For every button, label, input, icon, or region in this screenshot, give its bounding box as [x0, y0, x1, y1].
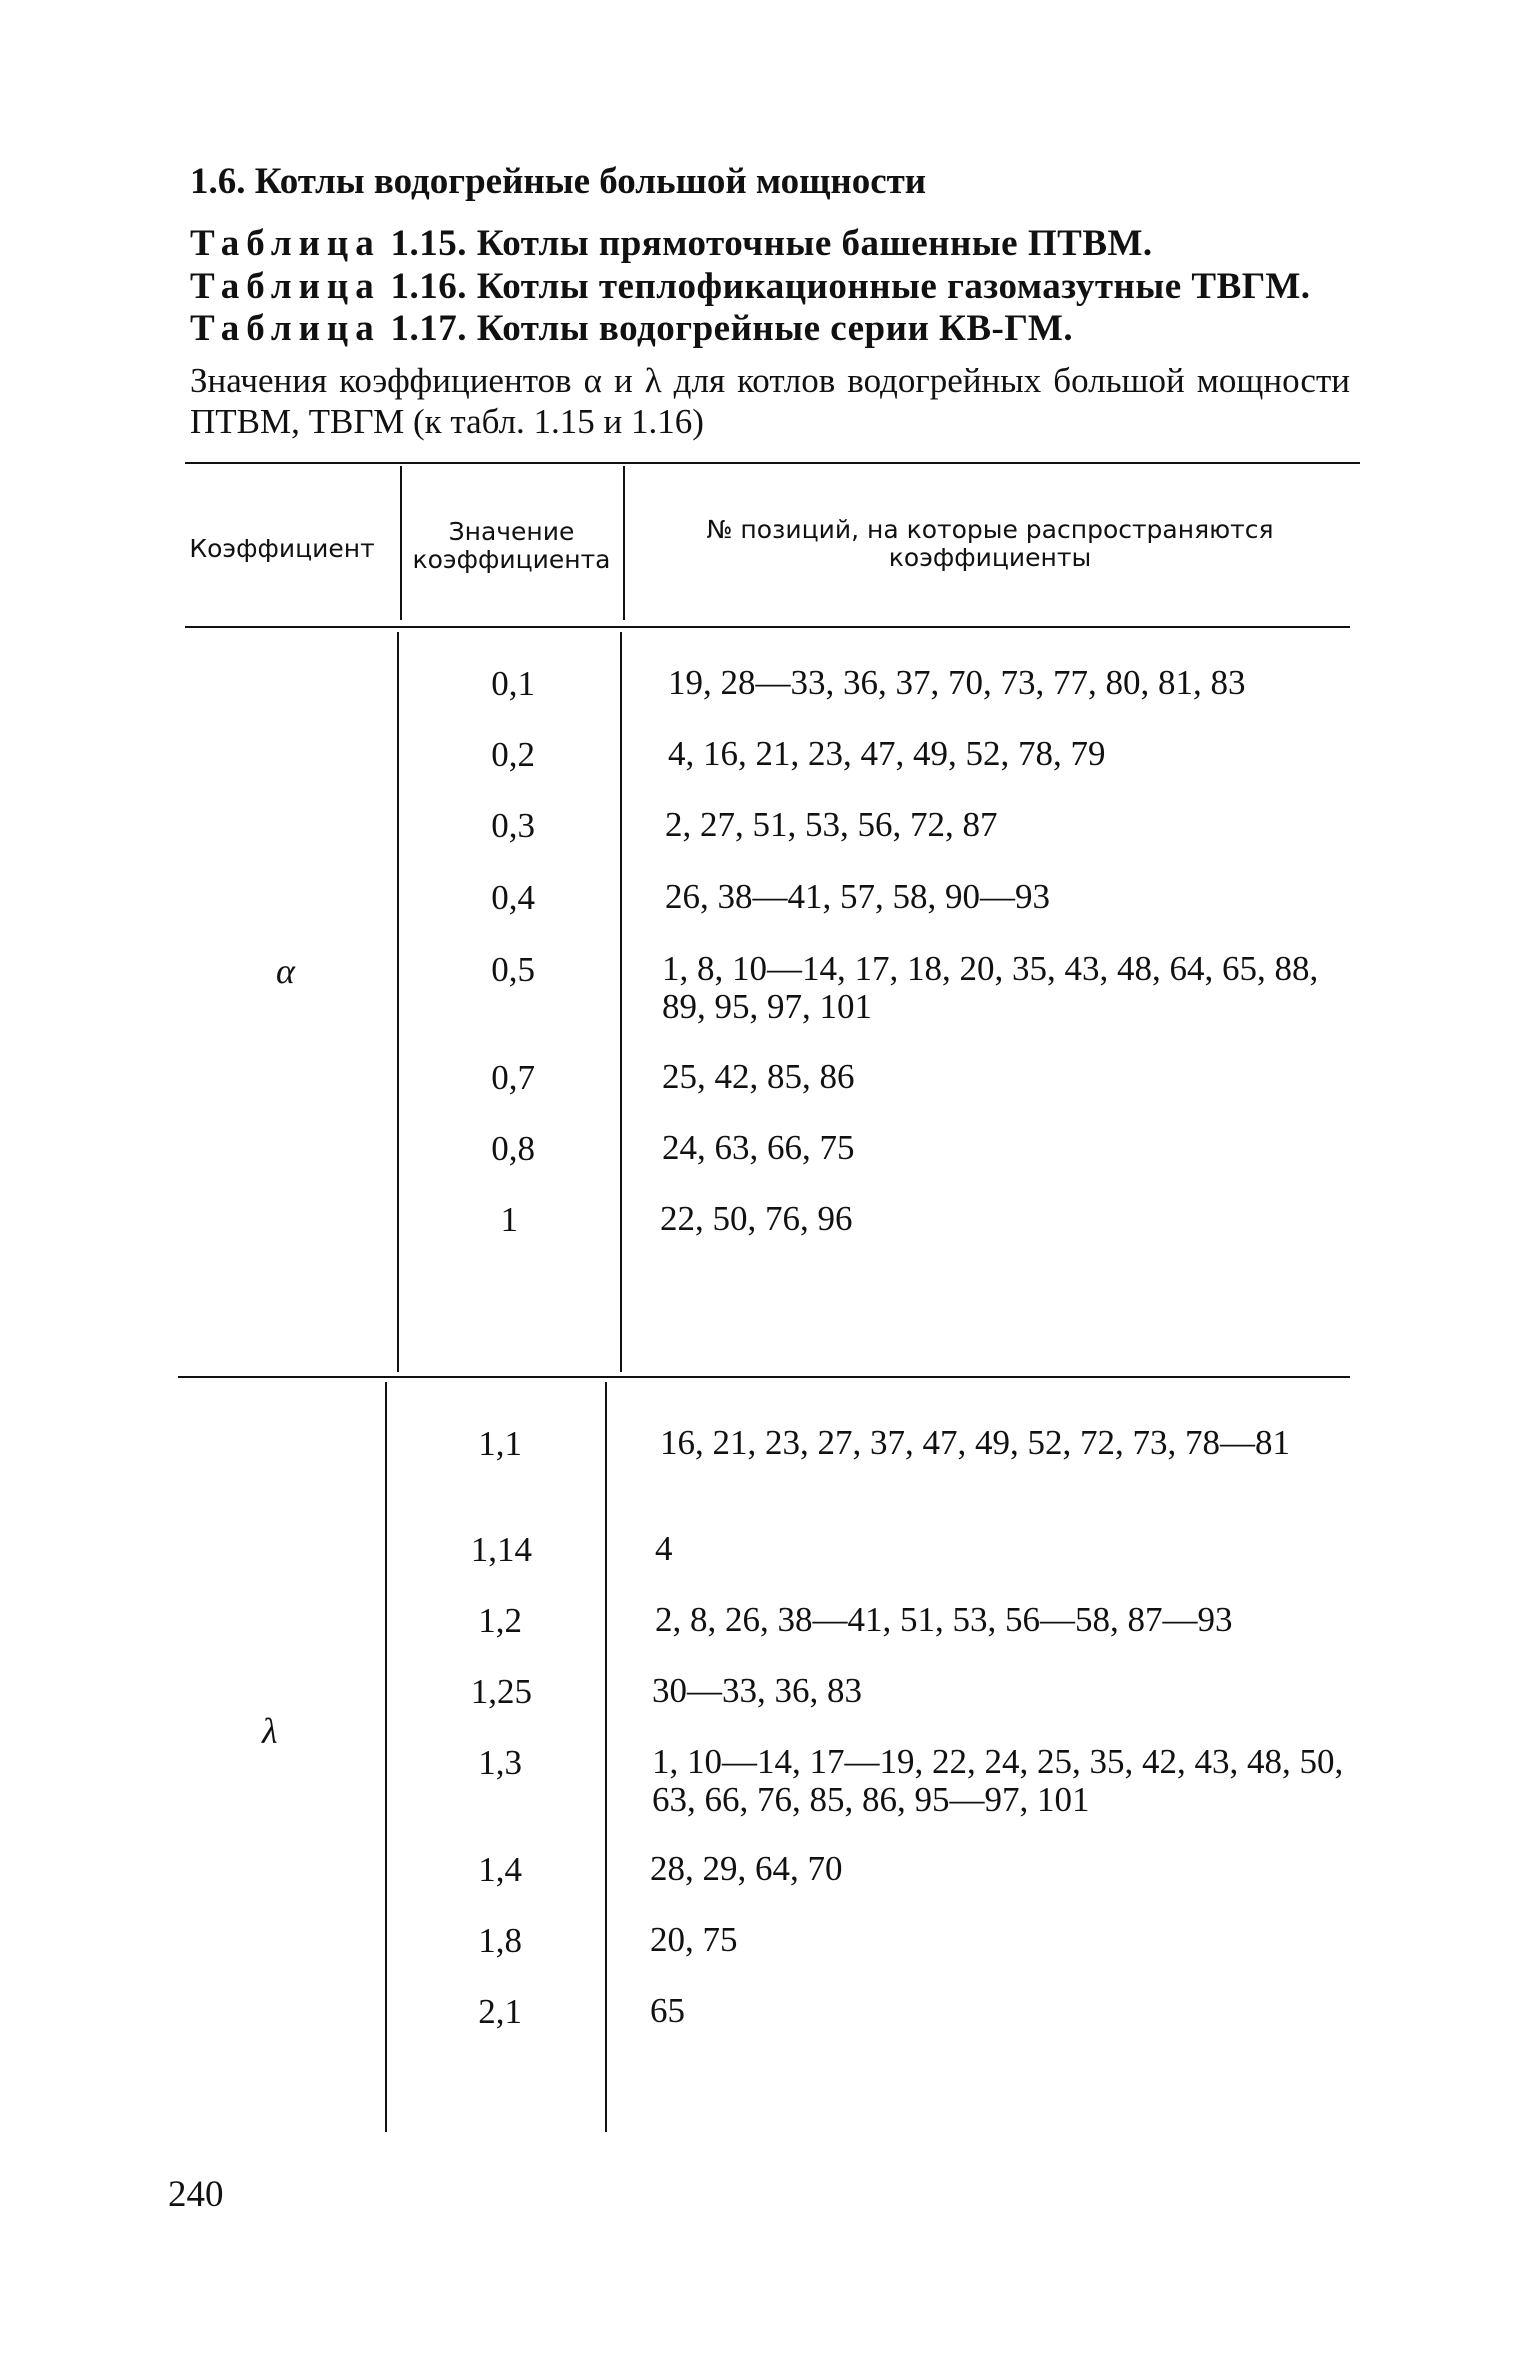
value-cell: 2,1: [478, 1992, 522, 2031]
value-cell: 0,3: [491, 806, 535, 845]
header-positions-line1: № позиций, на которые распространяются: [706, 515, 1274, 544]
value-cell: 0,8: [491, 1129, 535, 1168]
positions-cell: 1, 8, 10—14, 17, 18, 20, 35, 43, 48, 64, 65, 88, 89, 95, 97, 101: [662, 949, 1319, 1026]
body-divider-2-alpha: [620, 632, 622, 1372]
value-cell: 1,2: [478, 1601, 522, 1640]
header-positions-line2: коэффициенты: [888, 543, 1092, 572]
positions-cell: 2, 8, 26, 38—41, 51, 53, 56—58, 87—93: [655, 1600, 1233, 1639]
positions-cell: 4: [655, 1529, 673, 1568]
value-cell: 1: [500, 1200, 518, 1239]
header-value-line2: коэффициента: [412, 545, 611, 574]
table-caption-text: 1.16. Котлы теплофикационные газомазутные ТВГМ.: [390, 266, 1311, 307]
positions-cell: 22, 50, 76, 96: [660, 1199, 853, 1238]
value-cell: 1,14: [470, 1530, 532, 1569]
positions-cell: 4, 16, 21, 23, 47, 49, 52, 78, 79: [668, 734, 1106, 773]
group-separator-rule: [178, 1376, 1350, 1378]
table-caption-text: 1.17. Котлы водогрейные серии КВ-ГМ.: [390, 308, 1074, 349]
positions-cell: 28, 29, 64, 70: [650, 1849, 843, 1888]
value-cell: 0,1: [491, 664, 535, 703]
coefficient-lambda: λ: [262, 1711, 278, 1751]
table-caption-1-17: [190, 307, 1073, 350]
intro-paragraph: Значения коэффициентов α и λ для котлов водогрейных большой мощности ПТВМ, ТВГМ (к табл. 1.15 и 1.16): [190, 361, 1350, 441]
table-caption-1-15: [190, 222, 1153, 265]
positions-cell: 30—33, 36, 83: [652, 1671, 862, 1710]
coefficient-alpha: α: [276, 951, 295, 991]
positions-cell: 24, 63, 66, 75: [662, 1128, 855, 1167]
table-word: Таблица: [190, 266, 381, 307]
value-cell: 0,5: [491, 950, 535, 989]
positions-cell: 25, 42, 85, 86: [662, 1057, 855, 1096]
positions-cell: 20, 75: [650, 1920, 738, 1959]
value-cell: 1,25: [470, 1672, 532, 1711]
header-divider-2: [623, 466, 625, 620]
table-caption-1-16: [190, 265, 1311, 308]
value-cell: 1,8: [478, 1921, 522, 1960]
positions-cell: 19, 28—33, 36, 37, 70, 73, 77, 80, 81, 83: [668, 663, 1246, 702]
value-cell: 0,4: [491, 878, 535, 917]
positions-cell: 65: [650, 1991, 685, 2030]
value-cell: 1,3: [478, 1743, 522, 1782]
table-word: Таблица: [190, 223, 381, 264]
page-number: 240: [168, 2174, 224, 2215]
value-cell: 0,7: [491, 1058, 535, 1097]
header-value: [404, 518, 619, 574]
header-value-line1: Значение: [448, 517, 575, 546]
header-positions: [630, 516, 1350, 572]
positions-cell: 2, 27, 51, 53, 56, 72, 87: [665, 805, 998, 844]
table-caption-text: 1.15. Котлы прямоточные башенные ПТВМ.: [390, 223, 1153, 264]
header-divider-1: [400, 466, 402, 620]
header-coefficient: Коэффициент: [189, 534, 375, 563]
section-title: 1.6. Котлы водогрейные большой мощности: [190, 161, 927, 202]
value-cell: 1,4: [478, 1850, 522, 1889]
body-divider-2-lambda: [605, 1382, 607, 2132]
table-top-rule: [185, 462, 1360, 464]
positions-cell: 26, 38—41, 57, 58, 90—93: [665, 877, 1050, 916]
positions-cell: 1, 10—14, 17—19, 22, 24, 25, 35, 42, 43, 48, 50, 63, 66, 76, 85, 86, 95—97, 101: [652, 1742, 1344, 1819]
table-word: Таблица: [190, 308, 381, 349]
header-bottom-rule: [185, 626, 1350, 628]
value-cell: 0,2: [491, 735, 535, 774]
value-cell: 1,1: [478, 1424, 522, 1463]
positions-cell: 16, 21, 23, 27, 37, 47, 49, 52, 72, 73, 78—81: [660, 1423, 1290, 1462]
